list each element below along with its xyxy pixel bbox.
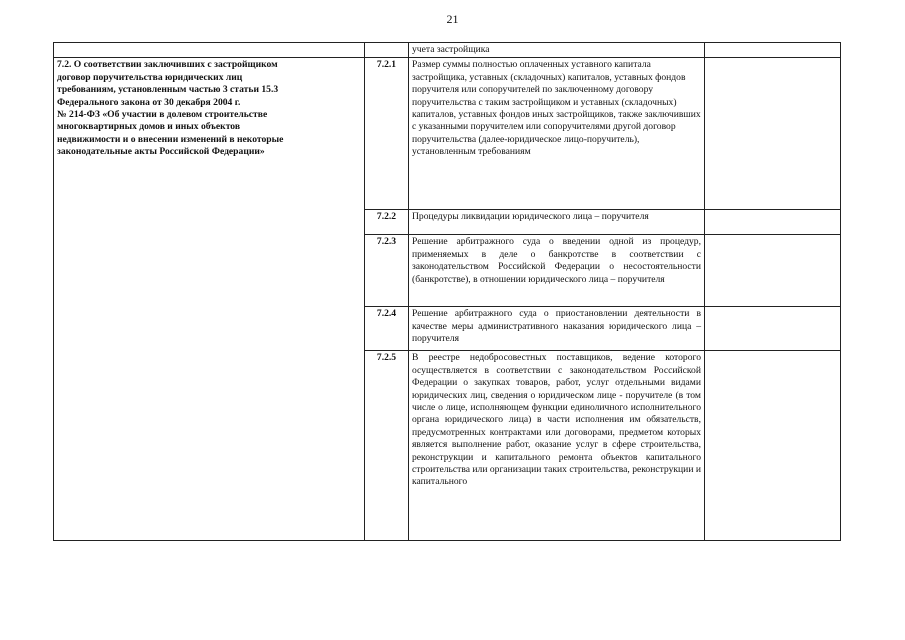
criteria-text: Процедуры ликвидации юридического лица – поручителя (409, 210, 705, 235)
section-heading-cell (54, 58, 365, 541)
criteria-text: В реестре недобросовестных поставщиков, ведение которого осуществляется в соответствии с законодательством Российской Федерации о закупках товаров, работ, услуг отдельными видами юридических лиц, сведения о юридическом лице - поручителе (в том числе о лице, исполняющем функции единоличного исполнительного органа юридического лица) в части исполнения им обязательств, предусмотренных контрактами или договорами, предметом которых является выполнение работ, оказание услуг в сфере строительства, реконструкции и капитального ремонта объектов капитального строительства или организации таких строительства, реконструкции и капитального (409, 351, 705, 541)
criteria-text: Размер суммы полностью оплаченных уставного капитала застройщика, уставных (складочных) капиталов, уставных фондов поручителя или сопоручителей по заключенному договору поручительства с таким застройщиком и уставных (складочных) капиталов, уставных фондов иных застройщиков, также заключивших с указанными поручителем или сопоручителями другой договор поручительства (далее-юридическое лицо-поручитель), установленным требованиям (409, 58, 705, 210)
item-code: 7.2.5 (365, 351, 409, 541)
section-heading-line: Федерального закона от 30 декабря 2004 г. (57, 96, 241, 108)
section-heading-line: договор поручительства юридических лиц (57, 71, 243, 83)
empty-cell (705, 210, 841, 235)
empty-cell (365, 43, 409, 58)
empty-cell (705, 43, 841, 58)
section-heading-line: недвижимости и о внесении изменений в некоторые (57, 133, 284, 145)
empty-cell (705, 235, 841, 307)
item-code: 7.2.1 (365, 58, 409, 210)
requirements-table (53, 42, 841, 541)
item-code: 7.2.2 (365, 210, 409, 235)
criteria-text: учета застройщика (409, 43, 705, 58)
page-number: 21 (446, 12, 459, 26)
empty-cell (54, 43, 365, 58)
empty-cell (705, 351, 841, 541)
item-code: 7.2.3 (365, 235, 409, 307)
section-heading-line: многоквартирных домов и иных объектов (57, 121, 241, 133)
table-row (54, 58, 841, 210)
empty-cell (705, 58, 841, 210)
empty-cell (705, 307, 841, 351)
section-heading-line: 7.2. О соответствии заключивших с застройщиком (57, 59, 278, 71)
criteria-text: Решение арбитражного суда о приостановлении деятельности в качестве меры административного наказания юридического лица – поручителя (409, 307, 705, 351)
item-code: 7.2.4 (365, 307, 409, 351)
section-heading-line: № 214-ФЗ «Об участии в долевом строительстве (57, 109, 268, 121)
section-heading-line: требованиям, установленным частью 3 статьи 15.3 (57, 84, 279, 96)
section-heading-line: законодательные акты Российской Федерации» (57, 146, 265, 158)
table-row (54, 43, 841, 58)
criteria-text: Решение арбитражного суда о введении одной из процедур, применяемых в деле о банкротстве в соответствии с законодательством Российской Федерации о несостоятельности (банкротстве), в отношении юридического лица – поручителя (409, 235, 705, 307)
